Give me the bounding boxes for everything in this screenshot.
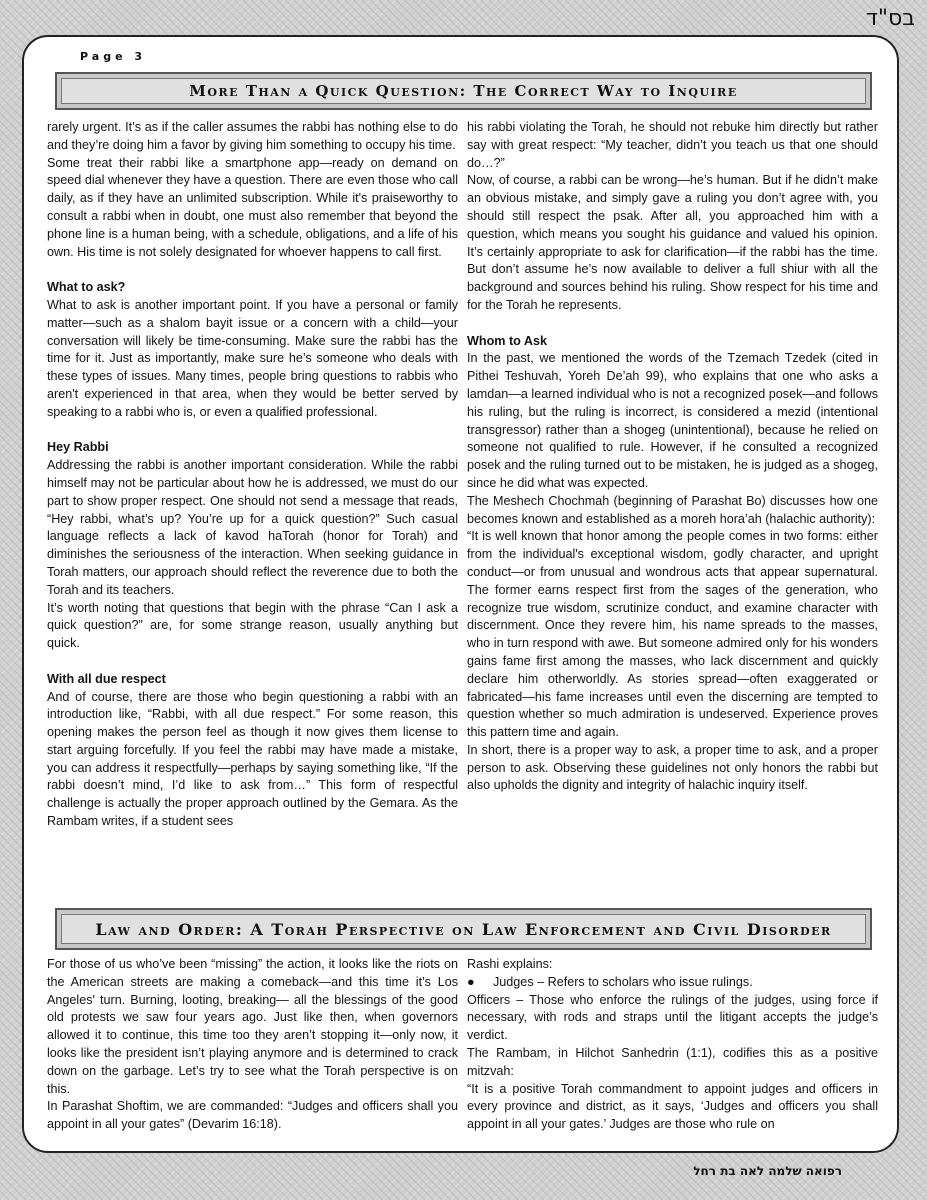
- article1-column-right: [467, 119, 878, 795]
- bsd-header: בס"ד: [865, 6, 915, 31]
- paragraph: rarely urgent. It’s as if the caller assumes the rabbi has nothing else to do and they’re doing him a favor by giving him something to occupy his time.: [47, 120, 458, 152]
- article-title-law-order: Law and Order: A Torah Perspective on Law Enforcement and Civil Disorder: [55, 908, 872, 950]
- paragraph: Rashi explains:: [467, 957, 553, 971]
- article1-column-left: [47, 119, 458, 831]
- bullet-text: Judges – Refers to scholars who issue rulings.: [493, 974, 753, 989]
- page-number: Page 3: [80, 50, 147, 63]
- paragraph: his rabbi violating the Torah, he should not rebuke him directly but rather say with great respect: “My teacher, didn’t you teach us that one should do…?”: [467, 120, 878, 170]
- dedication-footer: רפואה שלמה לאה בת רחל: [693, 1164, 842, 1178]
- section-heading: Hey Rabbi: [47, 440, 109, 455]
- paragraph: What to ask is another important point. If you have a personal or family matter—such as a shalom bayit issue or a concern with a child—your conversation will likely be time-consuming. Make sure the rabbi has the time for it. Just as importantly, make sure he’s someone who deals with these types of issues. Many times, people bring questions to rabbis who aren't experienced in that area, when they would be better served by speaking to a rabbi who is, or even a qualified professional.: [47, 297, 458, 419]
- section-heading: What to ask?: [47, 280, 126, 295]
- article-title-inquire: More Than a Quick Question: The Correct Way to Inquire: [55, 72, 872, 110]
- paragraph: The Rambam, in Hilchot Sanhedrin (1:1), codifies this as a positive mitzvah:: [467, 1045, 878, 1078]
- paragraph: Some treat their rabbi like a smartphone app—ready on demand on speed dial whenever they have a question. There are even those who call daily, as if they have an unlimited subscription. While it's praiseworthy to consult a rabbi when in doubt, one must also remember that beyond the phone line is a human being, with a schedule, obligations, and a life of his own. His time is not solely designated for whoever happens to call first.: [47, 155, 458, 259]
- paragraph: “It is well known that honor among the people comes in two forms: either from the individual's exceptional wisdom, godly character, and upright conduct—or from unusual and wondrous acts that appear supernatural. The former earns respect first from the sages of the generation, who recognize true wisdom, scrutinize conduct, and examine character with discernment. Once they revere him, his name spreads to the masses, who in turn respond with awe. But someone admired only for his wonders gains fame first among the masses, who lack discernment and quickly declare him otherworldly. As stories spread—often exaggerated or fabricated—his fame increases until even the discerning are tempted to question whether so much admiration is undeserved. Experience proves this pattern time and again.: [467, 529, 878, 740]
- section-heading: Whom to Ask: [467, 333, 547, 348]
- paragraph: Officers – Those who enforce the rulings of the judges, using force if necessary, with rods and straps until the litigant accepts the judge’s verdict.: [467, 992, 878, 1043]
- paragraph: In the past, we mentioned the words of the Tzemach Tzedek (cited in Pithei Teshuvah, Yoreh De’ah 99), who explains that one who asks a lamdan—a learned individual who is not a recognized posek—and follows his ruling, but the ruling is incorrect, is considered a mezid (intentional transgressor) rather than a shogeg (unintentional), because he relied on someone not qualified to rule. However, if he consulted a recognized posek and the ruling turned out to be mistaken, he is judged as a shogeg, since he did what was expected.: [467, 351, 878, 490]
- bullet-icon: ●: [467, 974, 475, 989]
- paragraph: The Meshech Chochmah (beginning of Parashat Bo) discusses how one becomes known and established as a moreh hora’ah (halachic authority):: [467, 493, 878, 526]
- paragraph: And of course, there are those who begin questioning a rabbi with an introduction like, “Rabbi, with all due respect.” For some reason, this opening makes the person feel as though it now gives them license to start arguing forcefully. If you feel the rabbi may have made a mistake, you can address it respectfully—perhaps by saying something like, “If the rabbi doesn’t mind, I’d like to ask from…” This form of respectful challenge is actually the proper approach outlined by the Gemara. As the Rambam writes, if a student sees: [47, 689, 458, 829]
- article2-column-right: [467, 956, 878, 1134]
- paragraph: It’s worth noting that questions that begin with the phrase “Can I ask a quick question?” are, for some strange reason, usually anything but quick.: [47, 600, 458, 651]
- paragraph: “It is a positive Torah commandment to appoint judges and officers in every province and district, as it says, ‘Judges and officers you shall appoint in all your gates.’ Judges are those who rule on: [467, 1081, 878, 1132]
- paragraph: Now, of course, a rabbi can be wrong—he’s human. But if he didn’t make an obvious mistake, and simply gave a ruling you don’t agree with, you should still respect the psak. After all, you approached him with a question, which means you sought his guidance and valued his opinion. It’s certainly appropriate to ask for clarification—if the rabbi has the time. But don’t assume he’s now available to deliver a full shiur with all the background and sources behind his ruling. Show respect for his time and for the Torah he represents.: [467, 173, 878, 312]
- article2-column-left: [47, 956, 458, 1134]
- paragraph: For those of us who’ve been “missing” the action, it looks like the riots on the American streets are making a comeback—and this time it’s Los Angeles' turn. Burning, looting, breaking— all the blessings of the good old protests we saw four years ago. Just like then, when governors allowed it to continue, this time too they aren’t stopping it—only now, it looks like the president isn’t playing anymore and is determined to crack down on the garbage. Let’s try to see what the Torah perspective is on this.: [47, 957, 458, 1096]
- paragraph: Addressing the rabbi is another important consideration. While the rabbi himself may not be particular about how he is addressed, we must do our part to show proper respect. One should not send a message that reads, “Hey rabbi, what’s up? You’re up for a quick question?” Such casual language reflects a lack of kavod haTorah (honor for Torah) and diminishes the seriousness of the interaction. When seeking guidance in Torah matters, our approach should reflect the reverence due to both the Torah and its teachers.: [47, 458, 458, 597]
- section-heading: With all due respect: [47, 671, 166, 686]
- paragraph: In short, there is a proper way to ask, a proper time to ask, and a proper person to ask. Observing these guidelines not only honors the rabbi but also upholds the dignity and integrity of halachic inquiry itself.: [467, 742, 878, 793]
- paragraph: In Parashat Shoftim, we are commanded: “Judges and officers shall you appoint in all your gates” (Devarim 16:18).: [47, 1099, 458, 1132]
- bullet-item: [467, 974, 878, 992]
